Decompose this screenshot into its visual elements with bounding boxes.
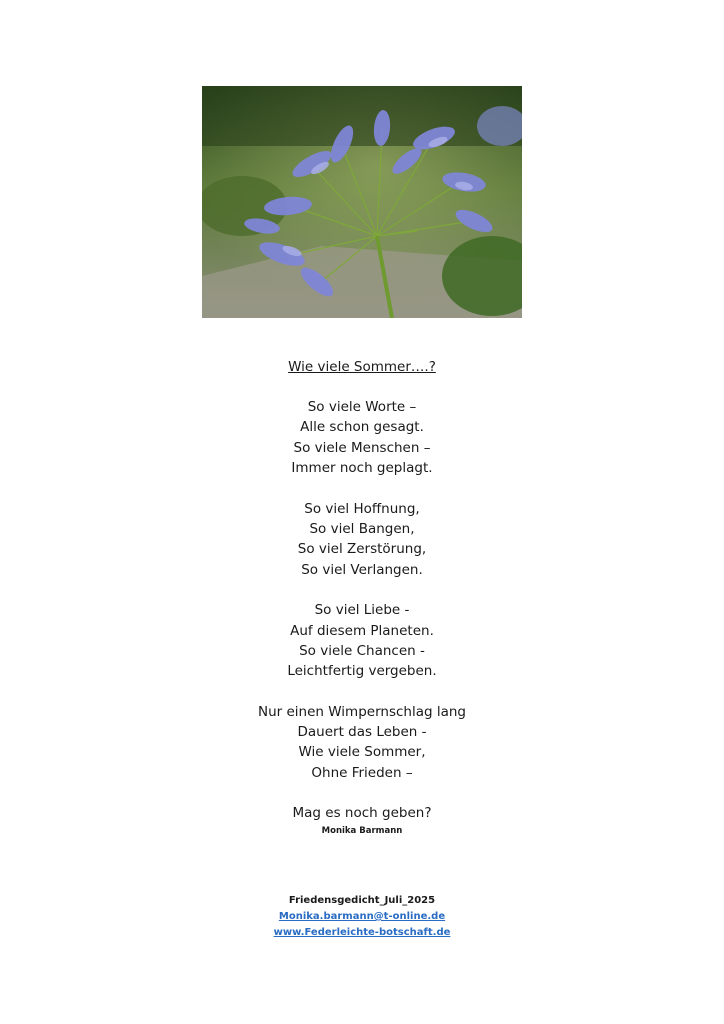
poem-line: Immer noch geplagt. xyxy=(291,460,433,477)
poem-line: So viele Chancen - xyxy=(299,642,425,659)
footer-caption: Friedensgedicht_Juli_2025 xyxy=(288,895,436,906)
poem-line: So viel Bangen, xyxy=(309,520,415,537)
poem-line: So viele Worte – xyxy=(307,399,417,415)
stanza-1 xyxy=(0,397,724,479)
agapanthus-flower-photo xyxy=(202,86,522,318)
poem-line: So viel Liebe - xyxy=(314,602,410,619)
poem-line: Leichtfertig vergeben. xyxy=(287,663,437,680)
poem-line: So viele Menschen – xyxy=(293,439,431,456)
poem-line: Ohne Frieden – xyxy=(311,764,413,781)
poem-line: Mag es noch geben? xyxy=(292,805,432,822)
poem-line: So viel Hoffnung, xyxy=(304,500,420,517)
poem-title: Wie viele Sommer….? xyxy=(288,359,436,375)
poem-line: So viel Verlangen. xyxy=(301,561,423,578)
email-link[interactable]: Monika.barmann@t-online.de xyxy=(278,911,446,922)
poem-line: So viel Zerstörung, xyxy=(297,541,427,558)
stanza-3 xyxy=(0,600,724,682)
stanza-5 xyxy=(0,803,724,823)
poem xyxy=(0,357,724,837)
poem-line: Wie viele Sommer, xyxy=(298,744,426,761)
flower-photo xyxy=(202,86,522,318)
author-name: Monika Barmann xyxy=(321,825,403,836)
stanza-4 xyxy=(0,702,724,784)
poem-line: Auf diesem Planeten. xyxy=(290,622,434,639)
website-link[interactable]: www.Federleichte-botschaft.de xyxy=(273,927,451,938)
poem-line: Dauert das Leben - xyxy=(297,724,427,741)
poem-line: Nur einen Wimpernschlag lang xyxy=(257,703,466,720)
footer xyxy=(0,893,724,941)
poem-line: Alle schon gesagt. xyxy=(300,419,424,436)
stanza-2 xyxy=(0,499,724,581)
